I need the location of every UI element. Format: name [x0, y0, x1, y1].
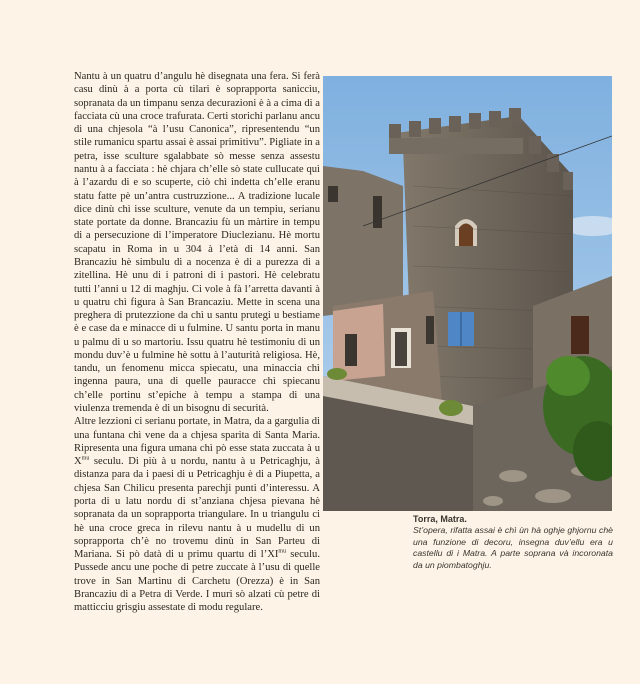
article-paragraph-1: [74, 70, 320, 415]
superscript-2: mu: [278, 548, 287, 555]
superscript-1: mu: [81, 455, 90, 462]
stone-tower-photo-illustration: [323, 76, 612, 511]
paragraph-2-end: seculu. Pussede ancu une poche di petre zuccate à l’usu di quelle trove in San Martinu di Carchetu (Orezza) è in San Brancaziu di a Petra di Verde. I muri sò alzati cù petre di matticciu grisgiu assestate di modu regulare.: [74, 549, 320, 614]
paragraph-1-text: Nantu à un quatru d’angulu hè disegnata una fera. Si ferà casu dinù à a porta cù tilari è soprapporta saniccìu, sopranata da un timpanu senza decurazioni è à a cima di a facciata cù una croce trafurata. Certi storichi parlanu ancu di una chjesola “à l’usu Canonica”, ripresentendu “un stile rumanicu spartu assai è assai primitivu”. Pigliate in a petra, isse sculture sgalabbate sò messe senza assestu nantu à a facciata : hè chjara ch’elle sò state cullucate quì à l’azardu di e so scuperte, ciò chì indetta ch’elle eranu statu fatte pè un’antra custruzzione... A tradizione lucale dice dinù chì isse sculture, venute da un tempiu, serianu state portate da donne. Brancaziu fù un màrtire in tempu di a persecuzione di l’imperatore Diuclezianu. Hè mortu scapatu in Roma in u 304 à l’età di 14 anni. San Brancaziu hè simbulu di a nocenza è di a purezza di a zitellina. Hè unu di i patroni di i pastori. Hè celebratu tutti l’anni u 12 di maghju. Ci vole à fà l’arretta davanti à u quatru chì figura à San Brancaziu. Mette in scena una preghera di prutezzione da chì u santu prutegi u bestiame è e case da e minacce di u fulmine. U santu porta in manu u palmu di u so martoriu. Issu quatru hè testimoniu di un mondu duv’è u fulmine hè sottu à l’auturità religiosa. Hè, tandu, un fenomenu micca spiecatu, una minaccia chì ingenna paura, una di quelle pauracce chì spiecanu ch’elle portinu st’epiche à tempu a stampa di una viulenza tremenda è di un bisognu di securità.: [74, 71, 320, 415]
tower-photo: [323, 76, 612, 511]
photo-caption: [413, 514, 613, 571]
article-paragraph-2: [74, 415, 320, 614]
caption-body: St’opera, rifatta assai è chì ùn hà oghje ghjornu chè una funzione di decoru, insegna duv’ellu era u castellu di i Matra. A parte soprana và incoronata da un piombatoghju.: [413, 525, 613, 570]
paragraph-2-start: Altre lezzioni ci serianu portate, in Matra, da a gargulia di una funtana chì vene da a chjesa sparita di Santa Maria. Ripresenta una figura umana chì pò esse stata zuccata à u X: [74, 416, 320, 468]
caption-title: Torra, Matra.: [413, 514, 467, 524]
paragraph-2-middle: seculu. Di più à u nordu, nantu à u Petricaghju, à distanza para da i paesi di u Petricaghju è di a Piupetta, a chjesa San Chilicu presenta parechji punti d’interessu. A porta di u latu nordu di st’anziana chjesa pievana hè sopranata da un soprapporta triangulare. In u triangulu ci hè una croce greca in rilevu nantu à u mudellu di un soprapporta ch’è no trovemu dinù in San Parteu di Mariana. Si pò datà di u primu quartu di l’XI: [74, 456, 320, 561]
